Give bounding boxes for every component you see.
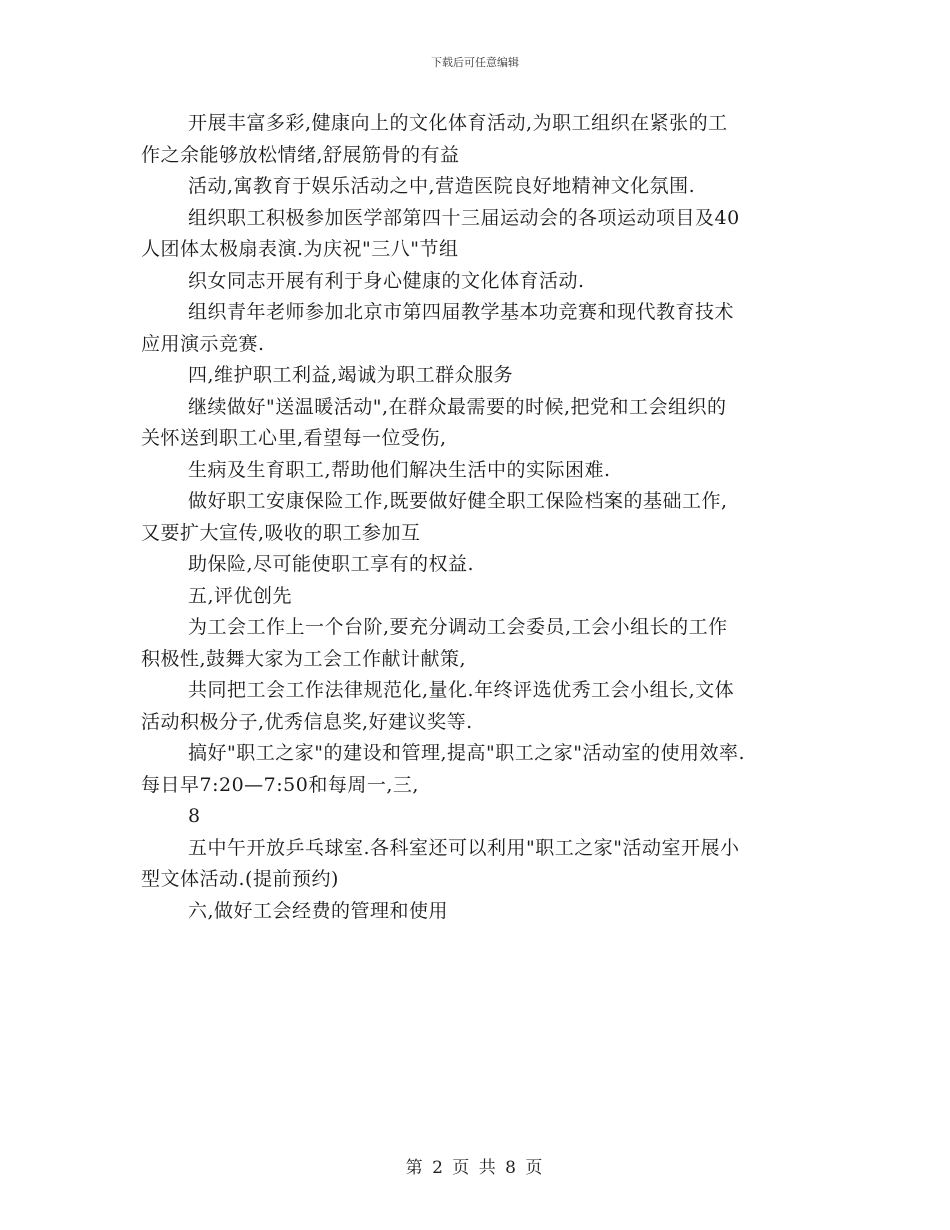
text-line: 开展丰富多彩,健康向上的文化体育活动,为职工组织在紧张的工 [188, 112, 728, 134]
text-line: 组织职工积极参加医学部第四十三届运动会的各项运动项目及40 [188, 206, 740, 229]
text-line: 型文体活动.(提前预约) [141, 868, 339, 890]
text-line: 助保险,尽可能使职工享有的权益. [188, 553, 475, 575]
text-line: 搞好"职工之家"的建设和管理,提高"职工之家"活动室的使用效率. [188, 742, 746, 764]
text-line: 共同把工会工作法律规范化,量化.年终评选优秀工会小组长,文体 [188, 679, 735, 701]
page-number: 第 2 页 共 8 页 [405, 1158, 545, 1178]
text-line: 积极性,鼓舞大家为工会工作献计献策, [141, 647, 467, 670]
text-line: 关怀送到职工心里,看望每一位受伤, [141, 427, 447, 449]
text-line: 8 [188, 805, 201, 827]
text-line: 五,评优创先 [188, 584, 293, 607]
text-line: 应用演示竞赛. [141, 332, 265, 355]
page-header-note: 下载后可任意编辑 [431, 56, 519, 69]
text-line: 每日早7:20—7:50和每周一,三, [141, 773, 419, 796]
text-line: 组织青年老师参加北京市第四届教学基本功竞赛和现代教育技术 [188, 301, 735, 323]
text-line: 继续做好"送温暖活动",在群众最需要的时候,把党和工会组织的 [188, 395, 727, 418]
text-line: 人团体太极扇表演.为庆祝"三八"节组 [141, 238, 459, 260]
text-line: 为工会工作上一个台阶,要充分调动工会委员,工会小组长的工作 [188, 616, 728, 638]
text-line: 作之余能够放松情绪,舒展筋骨的有益 [141, 143, 460, 166]
text-line: 做好职工安康保险工作,既要做好健全职工保险档案的基础工作, [188, 490, 728, 512]
text-line: 四,维护职工利益,竭诚为职工群众服务 [188, 364, 514, 386]
document-body [141, 108, 821, 927]
text-line: 五中午开放乒乓球室.各科室还可以利用"职工之家"活动室开展小 [188, 836, 740, 859]
text-line: 六,做好工会经费的管理和使用 [188, 899, 449, 922]
text-line: 生病及生育职工,帮助他们解决生活中的实际困难. [188, 458, 611, 481]
text-line: 又要扩大宣传,吸收的职工参加互 [141, 521, 421, 544]
text-line: 活动,寓教育于娱乐活动之中,营造医院良好地精神文化氛围. [188, 175, 696, 197]
text-line: 活动积极分子,优秀信息奖,好建议奖等. [141, 710, 473, 733]
text-line: 织女同志开展有利于身心健康的文化体育活动. [188, 269, 585, 292]
